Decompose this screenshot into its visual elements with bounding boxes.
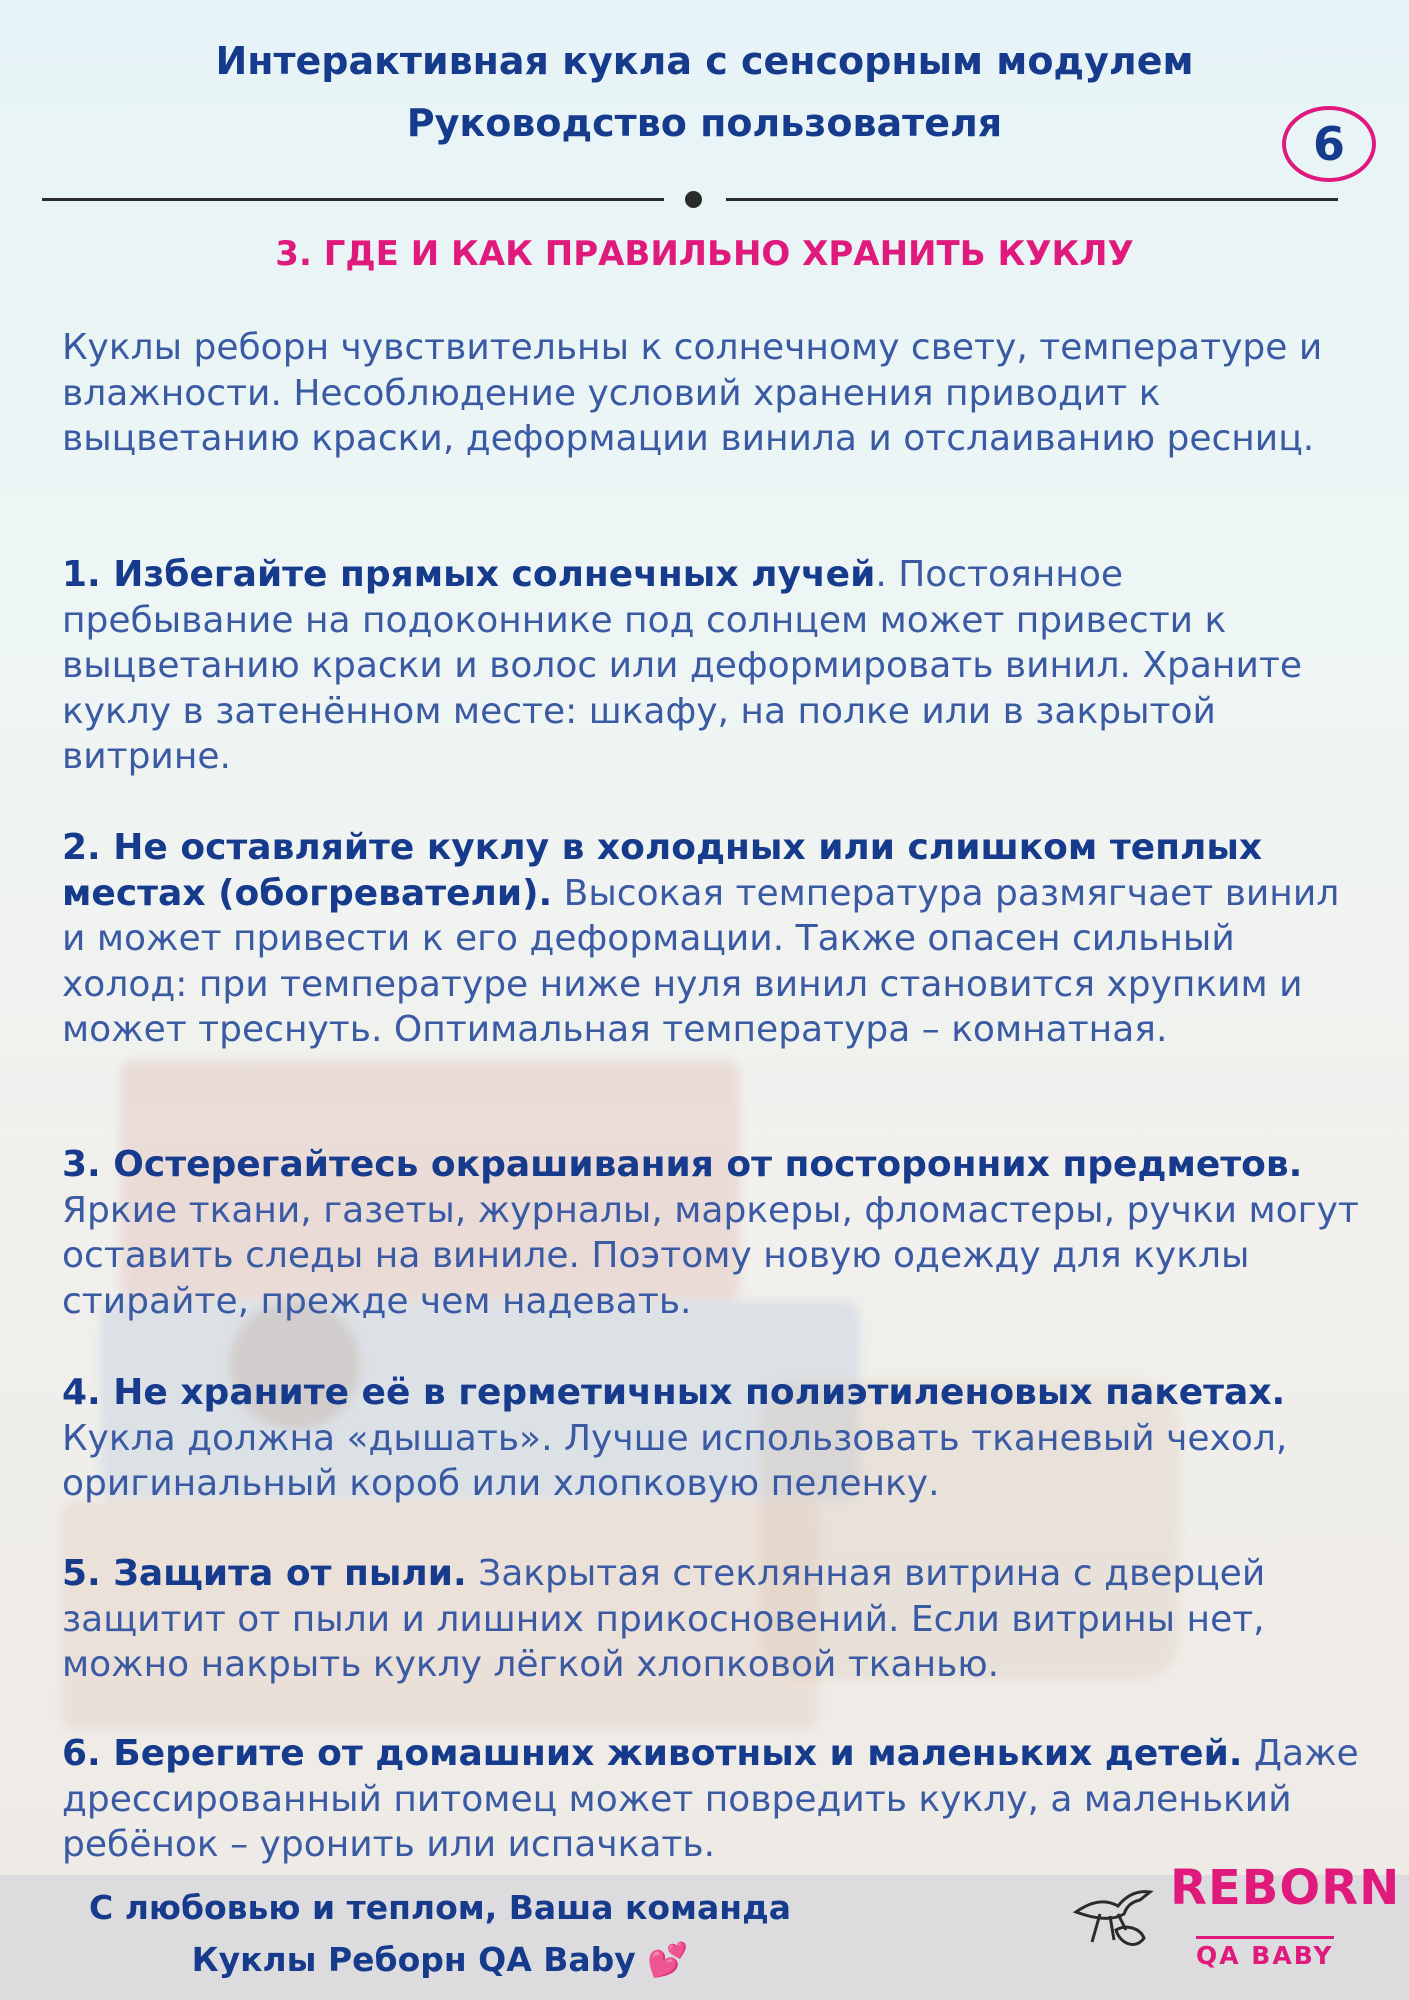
divider-dot [685,191,702,208]
rule-text: Закрытая стеклянная витрина с дверцей защитит от пыли и лишних прикосновений. Если витрины нет, можно накрыть куклу лёгкой хлопковой тканью. [62,1553,1266,1685]
rule-heading: 1. Избегайте прямых солнечных лучей [62,554,876,595]
rule-text: Кукла должна «дышать». Лучше использовать тканевый чехол, оригинальный короб или хлопковую пеленку. [62,1417,1288,1504]
divider-right [726,198,1338,201]
document-title [60,30,1349,154]
storage-rule-2 [62,825,1362,1053]
rule-text: Даже дрессированный питомец может повредить куклу, а маленький ребёнок – уронить или испачкать. [62,1733,1359,1865]
title-line-1: Интерактивная кукла с сенсорным модулем [215,39,1194,83]
footer-line-1: С любовью и теплом, Ваша команда [88,1888,791,1927]
footer-brand-text: Куклы Реборн QA Baby [191,1940,636,1979]
reborn-logo [1070,1852,1401,1982]
rule-text: Яркие ткани, газеты, журналы, маркеры, фломастеры, ручки могут оставить следы на виниле. Поэтому новую одежду для куклы стирайте, прежде чем надевать. [62,1189,1359,1322]
logo-subtitle: QA BABY [1196,1936,1334,1970]
rule-heading: 3. Остерегайтесь окрашивания от посторонних предметов. [62,1144,1303,1185]
storage-rule-6 [62,1731,1362,1868]
stork-icon [1070,1872,1162,1964]
footer-signature [80,1882,800,1986]
footer-line-2 [80,1934,800,1986]
storage-rule-4 [62,1370,1362,1507]
page-number-badge: 6 [1282,106,1376,182]
rule-text: Высокая температура размягчает винил и может привести к его деформации. Также опасен сильный холод: при температуре ниже нуля винил становится хрупким и может треснуть. Оптимальная температура – комнатная. [62,872,1340,1050]
heart-icon: 💕 [647,1940,689,1979]
rule-heading: 2. Не оставляйте куклу в холодных или слишком теплых местах (обогреватели). [62,827,1263,914]
storage-rule-3 [62,1142,1362,1324]
rule-heading: 6. Берегите от домашних животных и маленьких детей. [62,1733,1243,1774]
section-title: 3. ГДЕ И КАК ПРАВИЛЬНО ХРАНИТЬ КУКЛУ [275,234,1134,274]
storage-rule-5 [62,1551,1362,1688]
divider-left [42,198,664,201]
logo-name: REBORN [1170,1860,1401,1916]
rule-heading: 4. Не храните её в герметичных полиэтиленовых пакетах. [62,1372,1286,1413]
rule-heading: 5. Защита от пыли. [62,1553,467,1594]
title-line-2: Руководство пользователя [406,101,1003,145]
intro-paragraph: Куклы реборн чувствительны к солнечному свету, температуре и влажности. Несоблюдение условий хранения приводит к выцветанию краски, деформации винила и отслаиванию ресниц. [62,327,1323,459]
storage-rule-1 [62,552,1362,780]
rule-text: . Постоянное пребывание на подоконнике под солнцем может привести к выцветанию краски и волос или деформировать винил. Храните куклу в затенённом месте: шкафу, на полке или в закрытой витрине. [62,554,1302,777]
